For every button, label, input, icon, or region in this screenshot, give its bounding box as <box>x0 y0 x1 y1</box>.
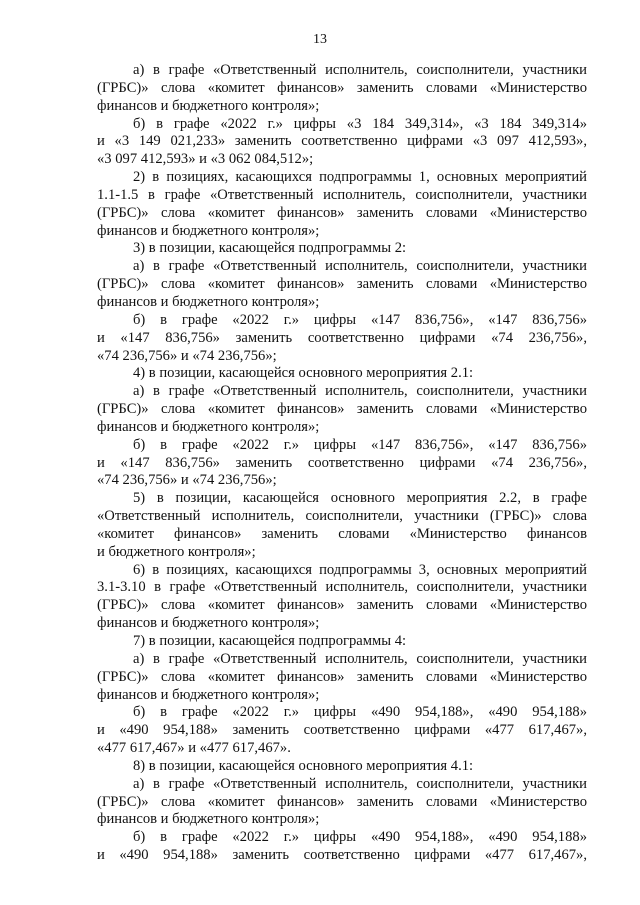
text-line: и «490 954,188» заменить соответственно цифрами «477 617,467», <box>97 847 587 864</box>
text-line: 4) в позиции, касающейся основного мероприятия 2.1: <box>133 365 474 382</box>
text-line: (ГРБС)» слова «комитет финансов» заменить словами «Министерство <box>97 668 587 685</box>
text-line: 8) в позиции, касающейся основного мероприятия 4.1: <box>133 757 474 774</box>
text-line: «477 617,467» и «477 617,467». <box>97 740 291 757</box>
text-line: (ГРБС)» слова «комитет финансов» заменить словами «Министерство <box>97 597 587 614</box>
page-number: 13 <box>313 32 327 47</box>
text-line: «74 236,756» и «74 236,756»; <box>97 472 277 489</box>
text-line: финансов и бюджетного контроля»; <box>97 97 320 114</box>
text-line: и «147 836,756» заменить соответственно цифрами «74 236,756», <box>97 454 587 471</box>
text-line: а) в графе «Ответственный исполнитель, соисполнители, участники <box>133 62 587 78</box>
text-line: 3.1-3.10 в графе «Ответственный исполнитель, соисполнители, участники <box>97 579 587 596</box>
document-body <box>97 62 587 865</box>
text-line: финансов и бюджетного контроля»; <box>97 293 320 310</box>
text-line: финансов и бюджетного контроля»; <box>97 418 320 435</box>
text-line: и «490 954,188» заменить соответственно цифрами «477 617,467», <box>97 722 587 739</box>
text-line: (ГРБС)» слова «комитет финансов» заменить словами «Министерство <box>97 401 587 418</box>
text-line: 6) в позициях, касающихся подпрограммы 3, основных мероприятий <box>133 561 587 578</box>
text-line: финансов и бюджетного контроля»; <box>97 615 320 632</box>
text-line: (ГРБС)» слова «комитет финансов» заменить словами «Министерство <box>97 793 587 810</box>
text-line: 2) в позициях, касающихся подпрограммы 1, основных мероприятий <box>133 169 587 186</box>
text-line: а) в графе «Ответственный исполнитель, соисполнители, участники <box>133 650 587 667</box>
text-line: (ГРБС)» слова «комитет финансов» заменить словами «Министерство <box>97 204 587 221</box>
text-line: а) в графе «Ответственный исполнитель, соисполнители, участники <box>133 775 587 792</box>
text-line: а) в графе «Ответственный исполнитель, соисполнители, участники <box>133 383 587 400</box>
text-line: (ГРБС)» слова «комитет финансов» заменить словами «Министерство <box>97 276 587 293</box>
text-line: и бюджетного контроля»; <box>97 543 256 560</box>
text-line: 3) в позиции, касающейся подпрограммы 2: <box>133 240 407 257</box>
text-line: «3 097 412,593» и «3 062 084,512»; <box>97 151 314 168</box>
text-line: 1.1-1.5 в графе «Ответственный исполнитель, соисполнители, участники <box>97 186 587 203</box>
text-line: б) в графе «2022 г.» цифры «147 836,756», «147 836,756» <box>133 436 587 453</box>
text-line: и «147 836,756» заменить соответственно цифрами «74 236,756», <box>97 329 587 346</box>
text-line: б) в графе «2022 г.» цифры «3 184 349,314», «3 184 349,314» <box>133 115 587 132</box>
text-line: «комитет финансов» заменить словами «Министерство финансов <box>97 525 587 542</box>
text-line: и «3 149 021,233» заменить соответственно цифрами «3 097 412,593», <box>97 133 587 150</box>
text-line: финансов и бюджетного контроля»; <box>97 811 320 828</box>
text-line: б) в графе «2022 г.» цифры «490 954,188», «490 954,188» <box>133 829 587 846</box>
text-line: б) в графе «2022 г.» цифры «490 954,188», «490 954,188» <box>133 704 587 721</box>
text-line: 5) в позиции, касающейся основного мероприятия 2.2, в графе <box>133 490 587 507</box>
text-line: финансов и бюджетного контроля»; <box>97 686 320 703</box>
text-line: 7) в позиции, касающейся подпрограммы 4: <box>133 633 407 649</box>
text-line: б) в графе «2022 г.» цифры «147 836,756», «147 836,756» <box>133 311 587 328</box>
text-line: финансов и бюджетного контроля»; <box>97 222 320 239</box>
text-line: «Ответственный исполнитель, соисполнители, участники (ГРБС)» слова <box>97 508 587 525</box>
text-line: а) в графе «Ответственный исполнитель, соисполнители, участники <box>133 258 587 275</box>
text-line: (ГРБС)» слова «комитет финансов» заменить словами «Министерство <box>97 79 587 96</box>
text-line: «74 236,756» и «74 236,756»; <box>97 347 277 364</box>
